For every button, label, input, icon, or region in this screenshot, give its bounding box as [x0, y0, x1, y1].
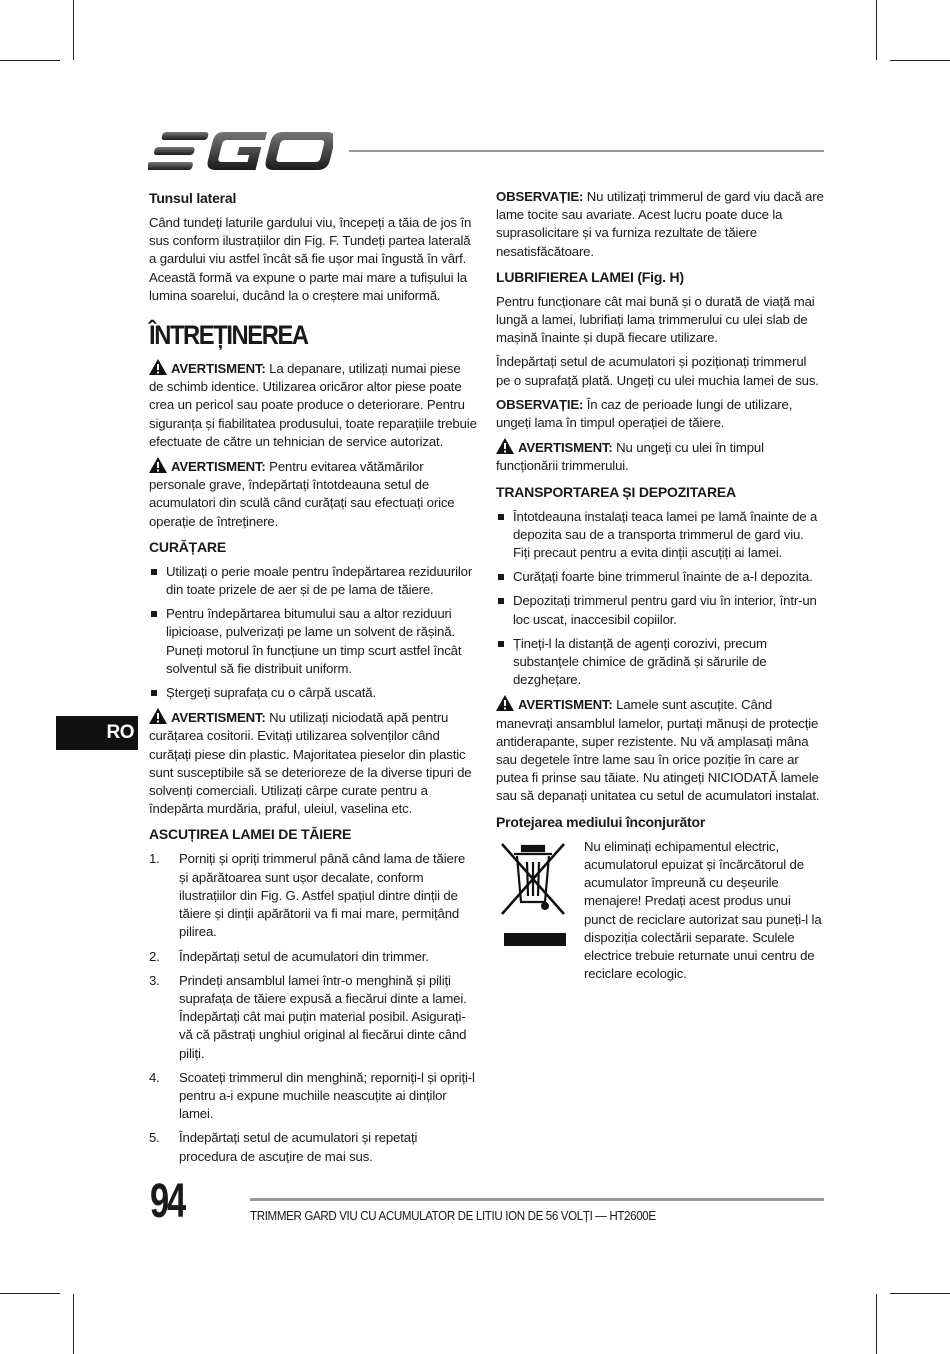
warning-label: AVERTISMENT: — [518, 697, 613, 713]
header-rule — [349, 150, 824, 152]
transport-list — [496, 508, 824, 690]
step-number: 4. — [149, 1069, 160, 1085]
right-column — [496, 188, 824, 983]
warning-block — [496, 695, 824, 805]
step-text: Prindeți ansamblul lamei într-o menghină și piliți suprafața de tăiere expusă a fiecărui dinte a lamei. Îndepărtați cât mai puțin material posibil. Asigurați-vă că păstrați unghiul original al fiecărui dinte când piliți. — [179, 972, 467, 1061]
step-number: 3. — [149, 972, 160, 988]
warning-text: Lamele sunt ascuțite. Când manevrați ansamblul lamelor, purtați mănuși de protecție antiderapante, super rezistente. Nu vă amplasați mâna sau degetele între lame sau în orice poziție în care ar putea fi prinse sau tăiate. Nu atingeți NICIODATĂ lamele sau să depanați unitatea cu setul de acumulatori instalat. — [496, 697, 820, 804]
warning-label: AVERTISMENT: — [171, 361, 266, 377]
crop-mark — [0, 60, 60, 61]
environment-text: Nu eliminați echipamentul electric, acumulatorul epuizat și încărcătorul de acumulator împreună cu deșeurile menajere! Predați acest produs unui punct de reciclare autorizat sau puneți-l la dispoziția colectării separate. Sculele electrice trebuie returnate unui centru de reciclare ecologic. — [584, 838, 822, 982]
list-item: Întotdeauna instalați teaca lamei pe lamă înainte de a depozita sau de a transporta trimmerul de gard viu. Fiți precaut pentru a evita dinții ascuțiți ai lamei. — [496, 508, 824, 563]
footer-title: TRIMMER GARD VIU CU ACUMULATOR DE LITIU ION DE 56 VOLȚI — HT2600E — [250, 1209, 656, 1223]
list-item — [149, 972, 477, 1063]
warning-label: AVERTISMENT: — [518, 440, 613, 456]
warning-text: Pentru evitarea vătămărilor personale grave, îndepărtați întotdeauna setul de acumulatori din sculă când curățați sau efectuați orice operație de întreținere. — [149, 459, 455, 529]
page-number: 94 — [150, 1175, 185, 1228]
warning-icon — [149, 457, 167, 473]
list-item: Țineți-l la distanță de agenți corozivi, precum substanțele chimice de grădină și sărurile de dezghețare. — [496, 635, 824, 690]
list-item — [149, 948, 477, 966]
crop-mark — [73, 0, 74, 60]
step-number: 5. — [149, 1130, 160, 1146]
note-label: OBSERVAȚIE: — [496, 189, 584, 204]
paragraph: Îndepărtați setul de acumulatori și poziționați trimmerul pe o suprafață plată. Ungeți cu ulei muchia lamei de sus. — [496, 354, 819, 388]
cleaning-list — [149, 563, 477, 702]
list-item — [149, 850, 477, 941]
warning-text: Nu ungeți cu ulei în timpul funcționării trimmerului. — [496, 440, 764, 474]
step-text: Îndepărtați setul de acumulatori din trimmer. — [179, 948, 429, 964]
paragraph: Când tundeți laturile gardului viu, începeți a tăia de jos în sus conform ilustrațiilor din Fig. F. Tundeți partea laterală a gardului viu astfel încât să fie ușor mai îngustă în vârf. Această formă va expune o parte mai mare a tufișului la lumina soarelui, ducând la o creștere mai uniformă. — [149, 215, 472, 303]
weee-symbol — [496, 840, 570, 946]
warning-block — [149, 708, 477, 818]
crop-mark — [876, 1294, 877, 1354]
section-heading: Protejarea mediului înconjurător — [496, 813, 706, 830]
step-text: Îndepărtați setul de acumulatori și repetați procedura de ascuțire de mai sus. — [179, 1130, 418, 1164]
paragraph: Pentru funcționare cât mai bună și o durată de viață mai lungă a lamei, lubrifiați lama trimmerului cu ulei slab de mașină înainte și după fiecare utilizare. — [496, 293, 815, 346]
crop-mark — [0, 1293, 60, 1294]
step-number: 2. — [149, 948, 160, 964]
note-label: OBSERVAȚIE: — [496, 396, 584, 412]
crop-mark — [73, 1294, 74, 1354]
crossed-bin-icon — [496, 840, 570, 920]
note-text: Nu utilizați trimmerul de gard viu dacă are lame tocite sau avariate. Acest lucru poate duce la suprasolicitare și va furniza rezultate de tăiere nesatisfăcătoare. — [496, 189, 824, 259]
step-number: 1. — [149, 851, 160, 867]
warning-icon — [496, 438, 514, 454]
section-heading: Tunsul lateral — [149, 190, 237, 206]
step-text: Scoateți trimmerul din menghină; reporniți-l și opriți-l pentru a-i expune muchiile neascuțite ai dinților lamei. — [179, 1069, 475, 1122]
list-item: Ștergeți suprafața cu o cârpă uscată. — [149, 684, 477, 702]
crop-mark — [890, 1293, 950, 1294]
warning-icon — [149, 708, 167, 724]
warning-label: AVERTISMENT: — [171, 459, 266, 475]
warning-icon — [496, 695, 514, 711]
crop-mark — [876, 0, 877, 60]
language-tab: RO — [56, 716, 138, 750]
note-block — [496, 396, 824, 432]
warning-label: AVERTISMENT: — [171, 710, 266, 726]
list-item: Pentru îndepărtarea bitumului sau a altor reziduuri lipicioase, pulverizați pe lame un solvent de rășină. Puneți motorul în funcțiune un timp scurt astfel încât solventul să fie distribuit uniform. — [149, 605, 477, 678]
ego-logo — [148, 128, 333, 174]
list-item: Utilizați o perie moale pentru îndepărtarea reziduurilor din toate prizele de aer și de pe lama de tăiere. — [149, 563, 477, 599]
list-item — [149, 1129, 477, 1165]
note-text: În caz de perioade lungi de utilizare, ungeți lama în timpul operației de tăiere. — [496, 396, 793, 431]
page-title: ÎNTREȚINEREA — [149, 320, 308, 351]
list-item — [149, 1069, 477, 1124]
warning-icon — [149, 359, 167, 375]
sharpen-steps — [149, 850, 477, 1165]
crop-mark — [890, 60, 950, 61]
note-block — [496, 188, 824, 261]
section-heading: CURĂȚARE — [149, 538, 226, 555]
step-text: Porniți și opriți trimmerul până când lama de tăiere și apărătoarea sunt ușor decalate, conform ilustrațiilor din Fig. G. Astfel spațiul dintre dinții de tăiere și dinții apărătorii va fi mai mare, permițând pilirea. — [179, 851, 466, 940]
section-heading: ASCUȚIREA LAMEI DE TĂIERE — [149, 826, 352, 843]
warning-block — [149, 359, 477, 451]
warning-text: La depanare, utilizați numai piese de schimb identice. Utilizarea oricăror altor piese poate crea un pericol sau poate produce o deteriorare. Pentru siguranța și fiabilitatea produsului, toate reparațiile trebuie efectuate de către un tehnician de service autorizat. — [149, 361, 477, 449]
warning-block — [496, 438, 824, 475]
warning-text: Nu utilizați niciodată apă pentru curățarea cositorii. Evitați utilizarea solvenților când curățați piese din plastic. Majoritatea pieselor din plastic sunt susceptibile să se deterioreze de la diverse tipuri de solvenți comerciali. Utilizați cârpe curate pentru a îndepărta murdăria, praful, uleiul, vaselina etc. — [149, 710, 472, 817]
section-heading: LUBRIFIEREA LAMEI (Fig. H) — [496, 268, 684, 285]
list-item: Depozitați trimmerul pentru gard viu în interior, într-un loc uscat, inaccesibil copiilor. — [496, 592, 824, 628]
environment-block — [496, 838, 824, 984]
section-heading: TRANSPORTAREA ȘI DEPOZITAREA — [496, 483, 736, 500]
footer-rule — [250, 1198, 824, 1201]
warning-block — [149, 457, 477, 531]
list-item: Curățați foarte bine trimmerul înainte de a-l depozita. — [496, 568, 824, 586]
symbol-bar — [504, 933, 566, 946]
left-column — [149, 188, 477, 1172]
